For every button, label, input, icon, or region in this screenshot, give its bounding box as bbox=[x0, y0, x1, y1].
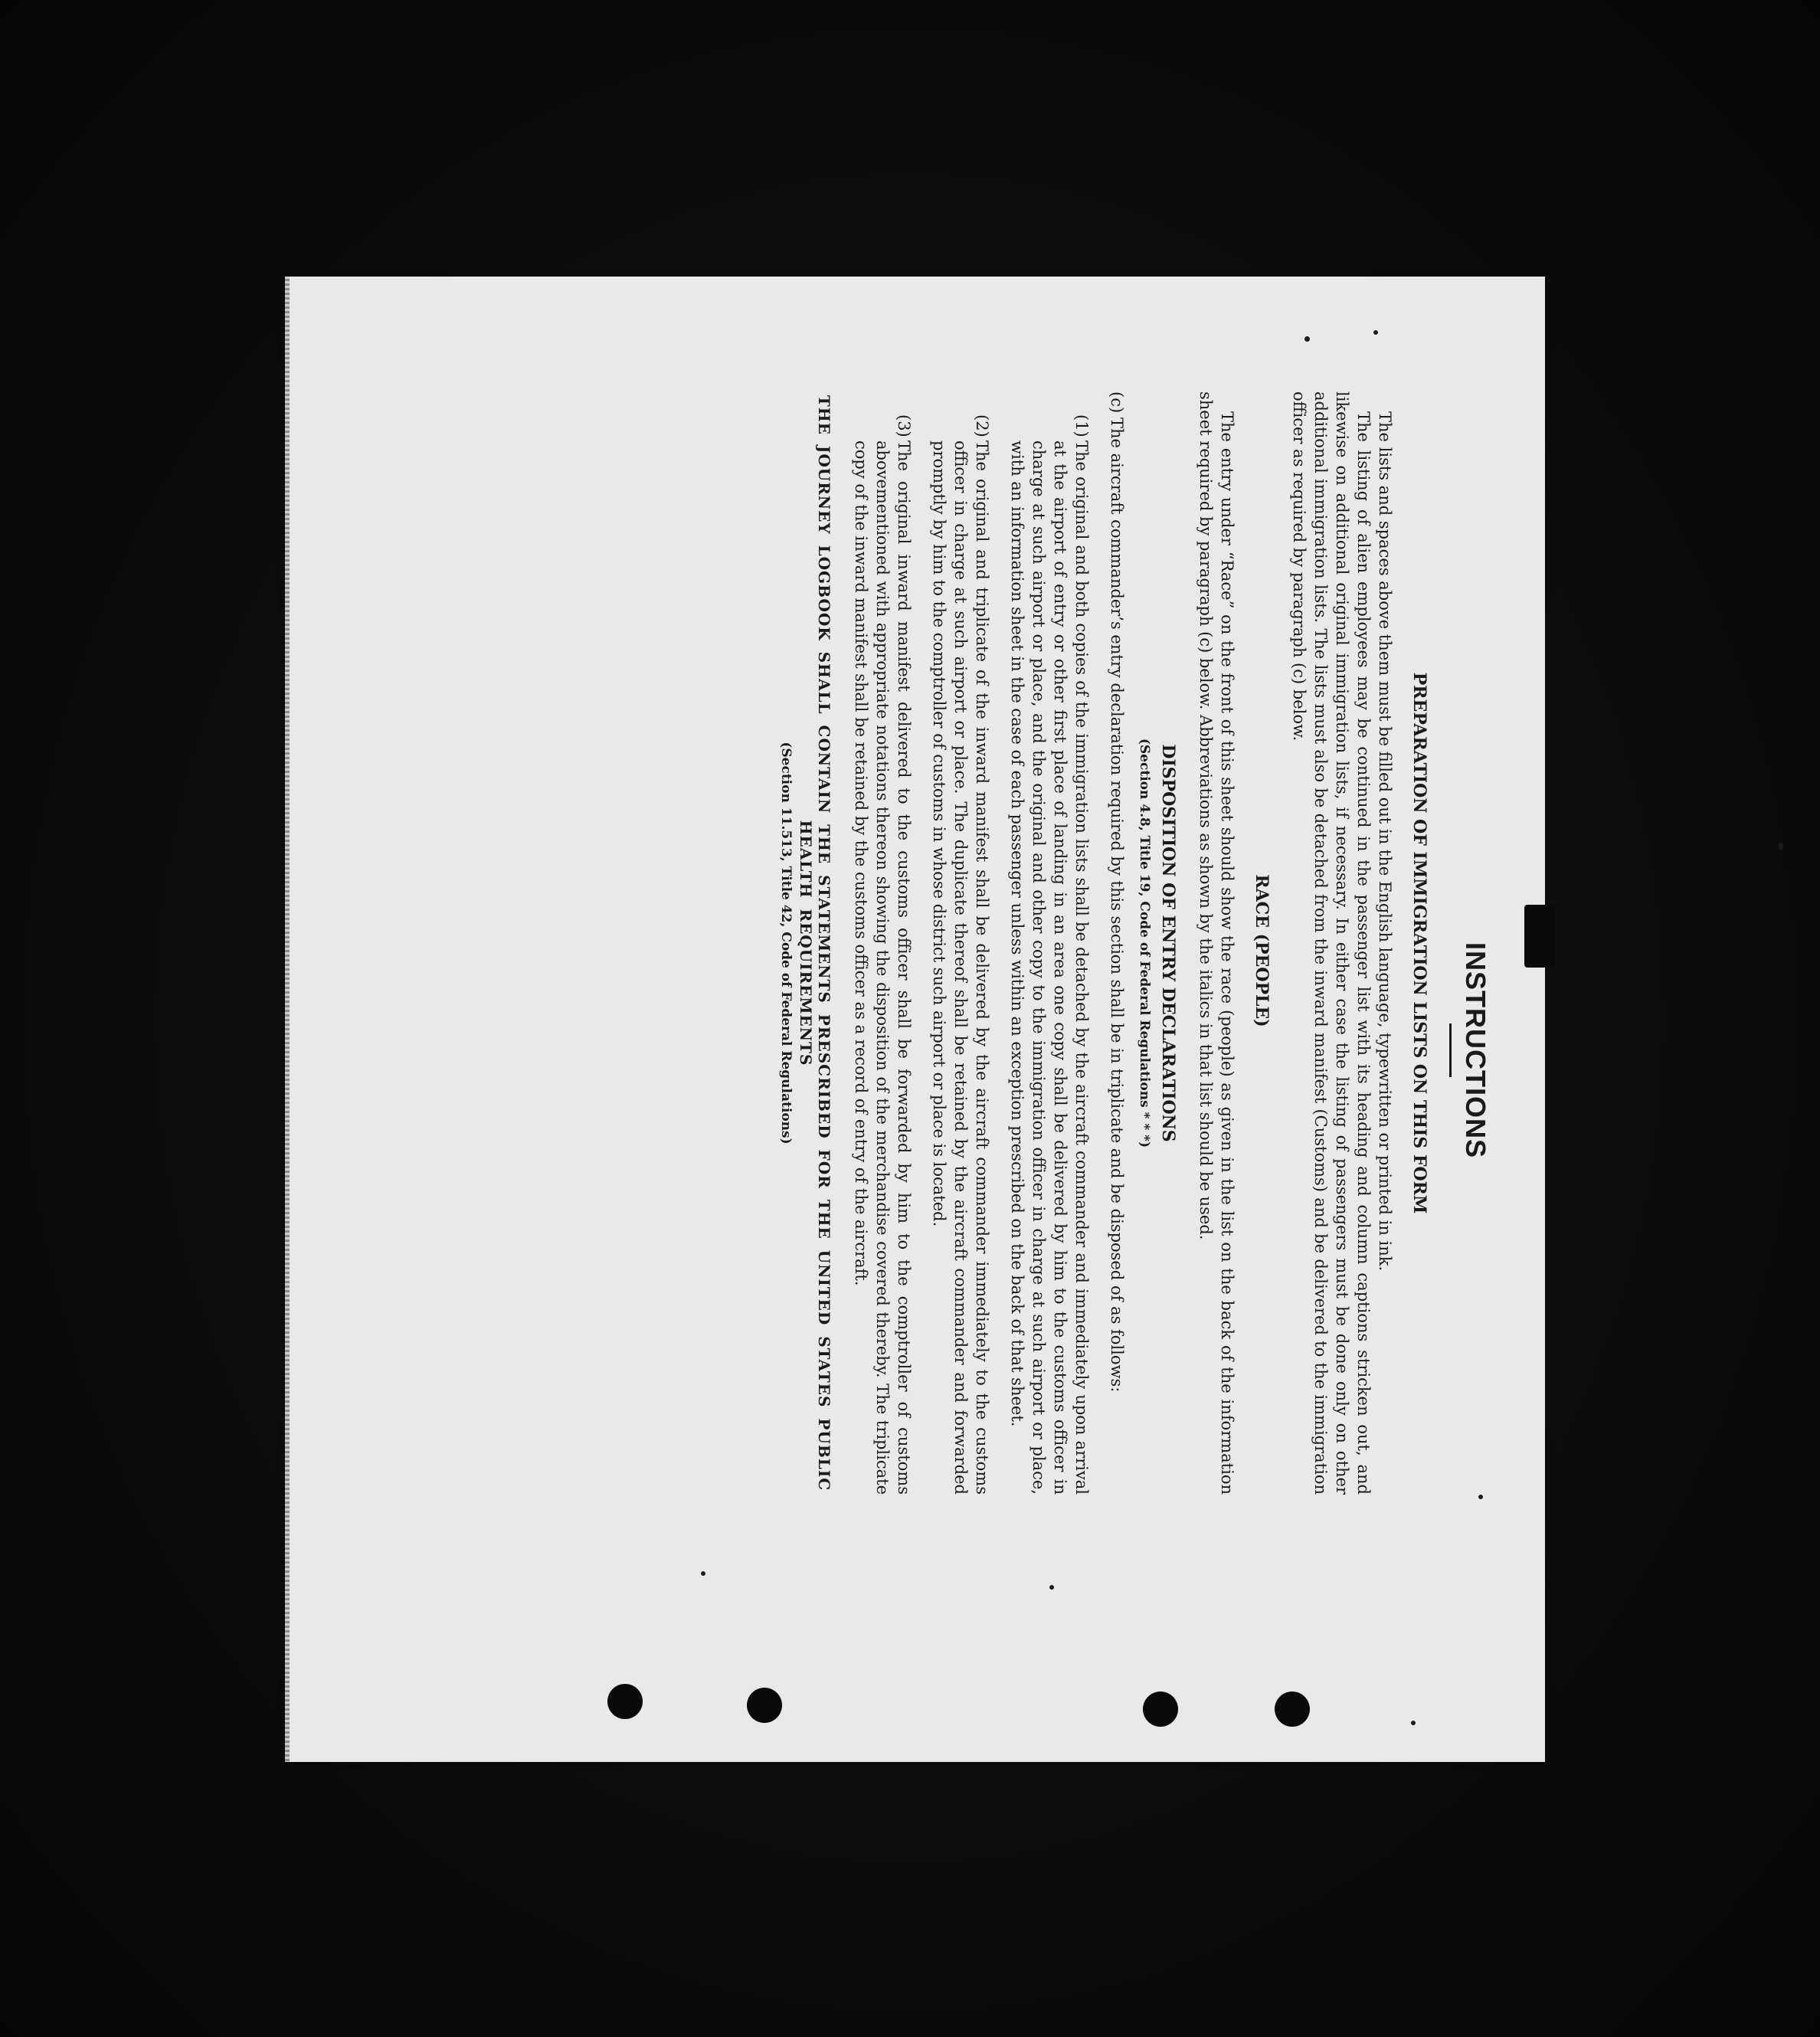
disposition-list bbox=[850, 391, 1092, 1495]
paragraph: The entry under “Race” on the front of this sheet should show the race (people) as given in the list on the back of the information sheet required by paragraph (c) below. Abbreviations as shown by the italics in that list should be used. bbox=[1196, 391, 1236, 1495]
text-body bbox=[778, 391, 1491, 1495]
paragraph: The listing of alien employees may be continued in the passenger list with its heading and column captions stricken out, and likewise on additional original immigration lists, if necessary. In either case the listing of passengers must be done only on other additional immigration lists. The lists must also be detached from the inward manifest (Customs) and be delivered to the immigration officer as required by paragraph (c) below. bbox=[1290, 391, 1373, 1495]
item-number: (1) bbox=[1072, 414, 1091, 437]
list-item bbox=[850, 414, 915, 1495]
section-heading-disposition: DISPOSITION OF ENTRY DECLARATIONS bbox=[1158, 744, 1178, 1142]
intro-clause bbox=[1106, 391, 1128, 1495]
dust-speck bbox=[1779, 843, 1783, 850]
rotated-content bbox=[285, 277, 1545, 1762]
list-item bbox=[928, 414, 993, 1495]
item-number: (3) bbox=[895, 414, 913, 437]
section-race bbox=[1195, 391, 1238, 1495]
item-number: (2) bbox=[973, 414, 991, 437]
clause-label: (c) bbox=[1108, 391, 1126, 414]
item-text: The original and triplicate of the inward manifest shall be delivered by the aircraft commander immediately to the customs officer in charge at such airport or place. The duplicate thereof shall be retained by the aircraft commander and forwarded promptly by him to the comptroller of customs in whose district such airport or place is located. bbox=[930, 440, 991, 1495]
list-item bbox=[1007, 414, 1092, 1495]
section-heading-preparation: PREPARATION OF IMMIGRATION LISTS ON THIS FORM bbox=[1409, 672, 1429, 1214]
footer-statement: THE JOURNEY LOGBOOK SHALL CONTAIN THE STATEMENTS PRESCRIBED FOR THE UNITED STATES PUBLIC HEALTH REQUIREMENTS bbox=[797, 395, 833, 1492]
item-text: The original and both copies of the immigration lists shall be detached by the aircraft commander and immediately upon arrival at the airport of entry or other first place of landing in an area one copy shall be delivered by him to the customs officer in charge at such airport or place, and the original and other copy to the immigration officer in charge at such airport or place, with an information sheet in the case of each passenger unless within an exception prescribed on the back of that sheet. bbox=[1008, 440, 1091, 1495]
page-title: INSTRUCTIONS bbox=[1460, 942, 1491, 1158]
item-text: The original inward manifest delivered to the customs officer shall be forwarded by him to the comptroller of customs abovementioned with appropriate notations thereon showing the disposition of the merchandise covered thereby. The triplicate copy of the inward manifest shall be retained by the customs officer as a record of entry of the aircraft. bbox=[852, 440, 913, 1495]
document-page bbox=[285, 277, 1545, 1762]
clause-text: The aircraft commander’s entry declaration required by this section shall be in triplicate and be disposed of as follows: bbox=[1108, 418, 1126, 1393]
footer-citation: (Section 11.513, Title 42, Code of Federal Regulations) bbox=[778, 742, 794, 1145]
title-underline bbox=[1449, 1023, 1452, 1077]
section-heading-race: RACE (PEOPLE) bbox=[1252, 874, 1272, 1027]
section-preparation bbox=[1288, 391, 1396, 1495]
paragraph: The lists and spaces above them must be filled out in the English language, typewritten or printed in ink. bbox=[1376, 411, 1394, 1272]
section-citation: (Section 4.8, Title 19, Code of Federal Regulations * * *) bbox=[1137, 738, 1152, 1148]
